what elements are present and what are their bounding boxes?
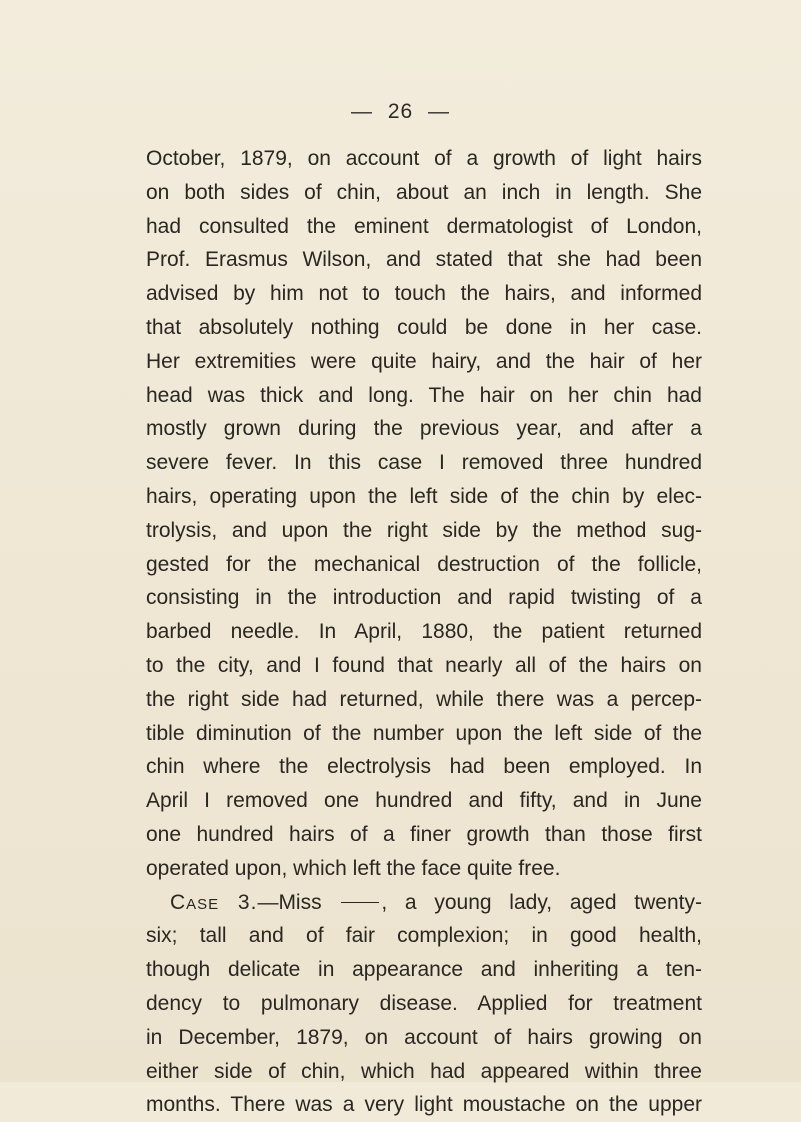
body-text	[146, 142, 702, 1122]
text-line: advised by him not to touch the hairs, and informed	[146, 282, 702, 306]
text-line: April I removed one hundred and fifty, and in June	[146, 789, 702, 813]
text-line: barbed needle. In April, 1880, the patient returned	[146, 620, 702, 644]
text-line: Her extremities were quite hairy, and the hair of her	[146, 349, 702, 373]
text-line: operated upon, which left the face quite free.	[146, 856, 561, 880]
text-line: six; tall and of fair complexion; in good health,	[146, 924, 702, 948]
text-line-last: months. There was a very light moustache on the upper	[146, 1093, 702, 1117]
case-line-start: —Miss	[257, 890, 322, 914]
page-number-dash-right: —	[428, 100, 451, 123]
text-line: consisting in the introduction and rapid twisting of a	[146, 586, 702, 610]
case-heading-line	[146, 886, 702, 920]
text-line: chin where the electrolysis had been employed. In	[146, 755, 702, 779]
text-line: the right side had returned, while there was a percep-	[146, 687, 702, 711]
text-line: in December, 1879, on account of hairs growing on	[146, 1025, 702, 1049]
text-line: that absolutely nothing could be done in her case.	[146, 315, 702, 339]
text-line: head was thick and long. The hair on her chin had	[146, 383, 702, 407]
text-line: hairs, operating upon the left side of the chin by elec-	[146, 484, 702, 508]
text-line: to the city, and I found that nearly all of the hairs on	[146, 653, 702, 677]
text-line: trolysis, and upon the right side by the method sug-	[146, 518, 702, 542]
name-omitted-dash	[341, 902, 379, 903]
case-heading: Case 3.	[170, 890, 258, 914]
text-line: either side of chin, which had appeared within three	[146, 1059, 702, 1083]
page-number: 26	[387, 100, 414, 123]
text-line: one hundred hairs of a finer growth than those first	[146, 822, 702, 846]
text-line: October, 1879, on account of a growth of light hairs	[146, 147, 702, 170]
page-number-dash-left: —	[350, 100, 373, 123]
text-line: severe fever. In this case I removed three hundred	[146, 451, 702, 475]
text-line: had consulted the eminent dermatologist of London,	[146, 214, 702, 238]
text-line: tible diminution of the number upon the left side of the	[146, 721, 702, 745]
page-number-header	[0, 100, 801, 124]
text-line: dency to pulmonary disease. Applied for treatment	[146, 991, 702, 1015]
text-line: Prof. Erasmus Wilson, and stated that she had been	[146, 248, 702, 272]
text-line: on both sides of chin, about an inch in length. She	[146, 180, 702, 204]
case-line-end: , a young lady, aged twenty-	[381, 890, 702, 914]
text-line: mostly grown during the previous year, and after a	[146, 417, 702, 441]
text-line: gested for the mechanical destruction of the follicle,	[146, 552, 702, 576]
text-line: though delicate in appearance and inheriting a ten-	[146, 958, 702, 982]
